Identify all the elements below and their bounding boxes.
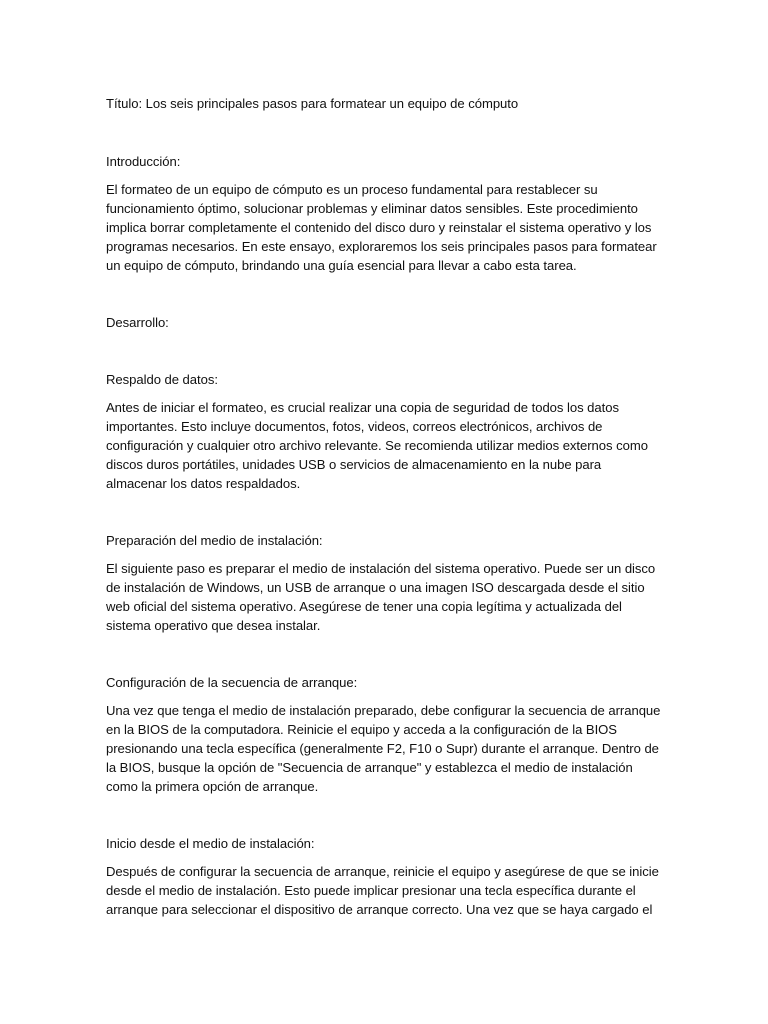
section-heading-respaldo-datos: Respaldo de datos: xyxy=(106,372,218,387)
spacer xyxy=(106,635,664,673)
spacer xyxy=(106,550,664,559)
spacer xyxy=(106,853,664,862)
spacer xyxy=(106,332,664,370)
section-heading-introduccion: Introducción: xyxy=(106,154,181,169)
spacer xyxy=(106,493,664,531)
spacer xyxy=(106,389,664,398)
spacer xyxy=(106,692,664,701)
section-paragraph-respaldo-datos: Antes de iniciar el formateo, es crucial realizar una copia de seguridad de todos los datos importantes. Esto incluye documentos, fotos, videos, correos electrónicos, archivos de configuración y cualquier otro archivo relevante. Se recomienda utilizar medios externos como discos duros portátiles, unidades USB o servicios de almacenamiento en la nube para almacenar los datos respaldados. xyxy=(106,400,648,491)
spacer xyxy=(106,171,664,180)
section-paragraph-inicio-medio: Después de configurar la secuencia de arranque, reinicie el equipo y asegúrese de que se inicie desde el medio de instalación. Esto puede implicar presionar una tecla específica durante el arranque para seleccionar el dispositivo de arranque correcto. Una vez que se haya cargado el xyxy=(106,864,659,917)
spacer xyxy=(106,275,664,313)
document-title: Título: Los seis principales pasos para formatear un equipo de cómputo xyxy=(106,96,519,111)
section-heading-inicio-medio: Inicio desde el medio de instalación: xyxy=(106,836,315,851)
spacer xyxy=(106,796,664,834)
section-heading-configuracion-secuencia: Configuración de la secuencia de arranque: xyxy=(106,675,358,690)
section-paragraph-introduccion: El formateo de un equipo de cómputo es un proceso fundamental para restablecer su funcionamiento óptimo, solucionar problemas y eliminar datos sensibles. Este procedimiento implica borrar completamente el contenido del disco duro y reinstalar el sistema operativo y los programas necesarios. En este ensayo, exploraremos los seis principales pasos para formatear un equipo de cómputo, brindando una guía esencial para llevar a cabo esta tarea. xyxy=(106,182,657,273)
section-heading-preparacion-medio: Preparación del medio de instalación: xyxy=(106,533,323,548)
section-paragraph-configuracion-secuencia: Una vez que tenga el medio de instalación preparado, debe configurar la secuencia de arranque en la BIOS de la computadora. Reinicie el equipo y acceda a la configuración de la BIOS presionando una tecla específica (generalmente F2, F10 o Supr) durante el arranque. Dentro de la BIOS, busque la opción de "Secuencia de arranque" y establezca el medio de instalación como la primera opción de arranque. xyxy=(106,703,661,794)
section-paragraph-preparacion-medio: El siguiente paso es preparar el medio de instalación del sistema operativo. Puede ser un disco de instalación de Windows, un USB de arranque o una imagen ISO descargada desde el sitio web oficial del sistema operativo. Asegúrese de tener una copia legítima y actualizada del sistema operativo que desea instalar. xyxy=(106,561,656,633)
section-heading-desarrollo: Desarrollo: xyxy=(106,315,169,330)
spacer xyxy=(106,113,664,152)
